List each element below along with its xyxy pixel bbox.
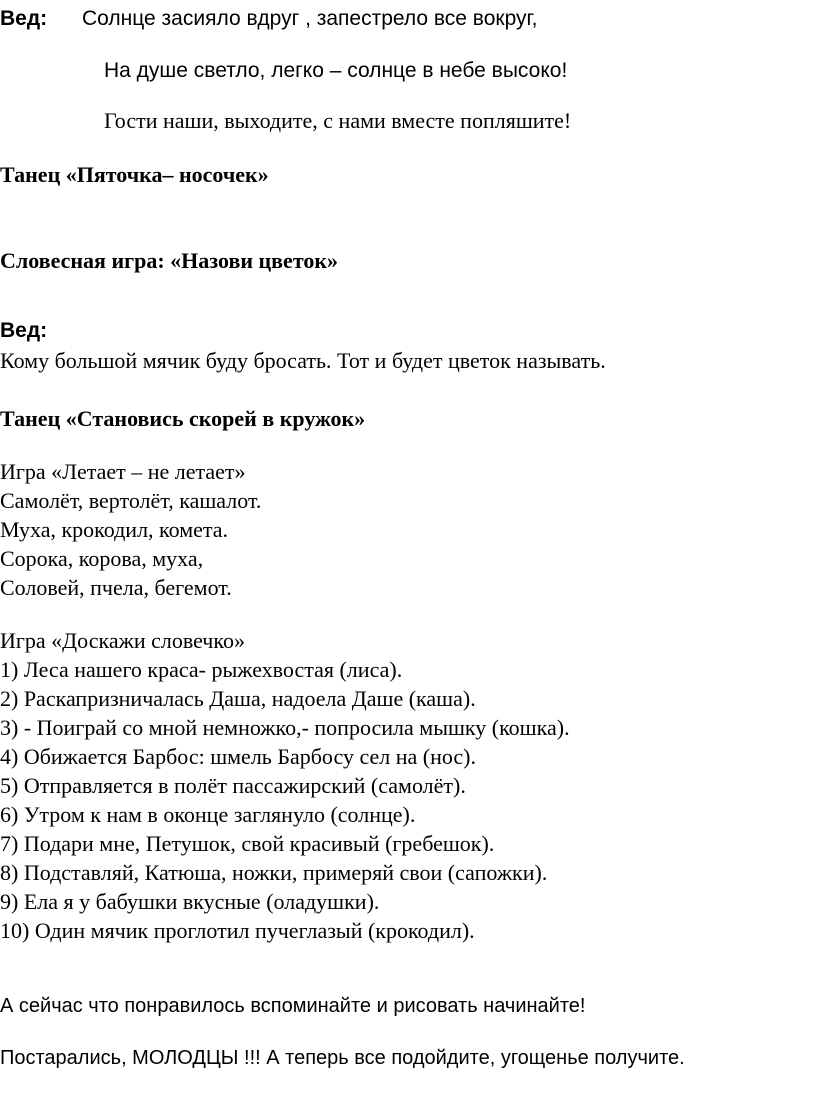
intro-line-2: На душе светло, легко – солнце в небе высоко! <box>104 59 568 82</box>
riddle-item: 6) Утром к нам в оконце заглянуло (солнце). <box>0 802 416 827</box>
speaker-label: Вед: <box>0 7 48 30</box>
riddle-item: 7) Подари мне, Петушок, свой красивый (гребешок). <box>0 831 495 856</box>
closing-line-2: Постарались, МОЛОДЦЫ !!! А теперь все подойдите, угощенье получите. <box>0 1047 685 1069</box>
intro-line-3: Гости наши, выходите, с нами вместе попляшите! <box>104 108 572 133</box>
intro-line-1: Солнце засияло вдруг , запестрело все вокруг, <box>82 7 538 30</box>
dance-2-title: Танец «Становись скорей в кружок» <box>0 406 366 431</box>
riddle-item: 4) Обижается Барбос: шмель Барбосу сел на (нос). <box>0 744 476 769</box>
word-finish-game-title: Игра «Доскажи словечко» <box>0 628 245 653</box>
riddle-item: 1) Леса нашего краса- рыжехвостая (лиса). <box>0 657 403 682</box>
riddle-item: 2) Раскапризничалась Даша, надоела Даше (каша). <box>0 686 476 711</box>
fly-game-line: Самолёт, вертолёт, кашалот. <box>0 488 262 513</box>
fly-game-title: Игра «Летает – не летает» <box>0 459 246 484</box>
riddle-item: 8) Подставляй, Катюша, ножки, примеряй свои (сапожки). <box>0 860 548 885</box>
fly-game-line: Сорока, корова, муха, <box>0 546 204 571</box>
fly-game-line: Соловей, пчела, бегемот. <box>0 575 232 600</box>
fly-game-line: Муха, крокодил, комета. <box>0 517 229 542</box>
dance-1-title: Танец «Пяточка– носочек» <box>0 162 269 187</box>
riddle-item: 10) Один мячик проглотил пучеглазый (крокодил). <box>0 918 475 943</box>
ball-line: Кому большой мячик буду бросать. Тот и будет цветок называть. <box>0 348 606 373</box>
riddle-item: 3) - Поиграй со мной немножко,- попросила мышку (кошка). <box>0 715 570 740</box>
riddle-item: 9) Ела я у бабушки вкусные (оладушки). <box>0 889 380 914</box>
closing-line-1: А сейчас что понравилось вспоминайте и рисовать начинайте! <box>0 995 586 1017</box>
riddle-item: 5) Отправляется в полёт пассажирский (самолёт). <box>0 773 466 798</box>
word-game-title: Словесная игра: «Назови цветок» <box>0 248 339 273</box>
speaker-label-2: Вед: <box>0 319 48 342</box>
